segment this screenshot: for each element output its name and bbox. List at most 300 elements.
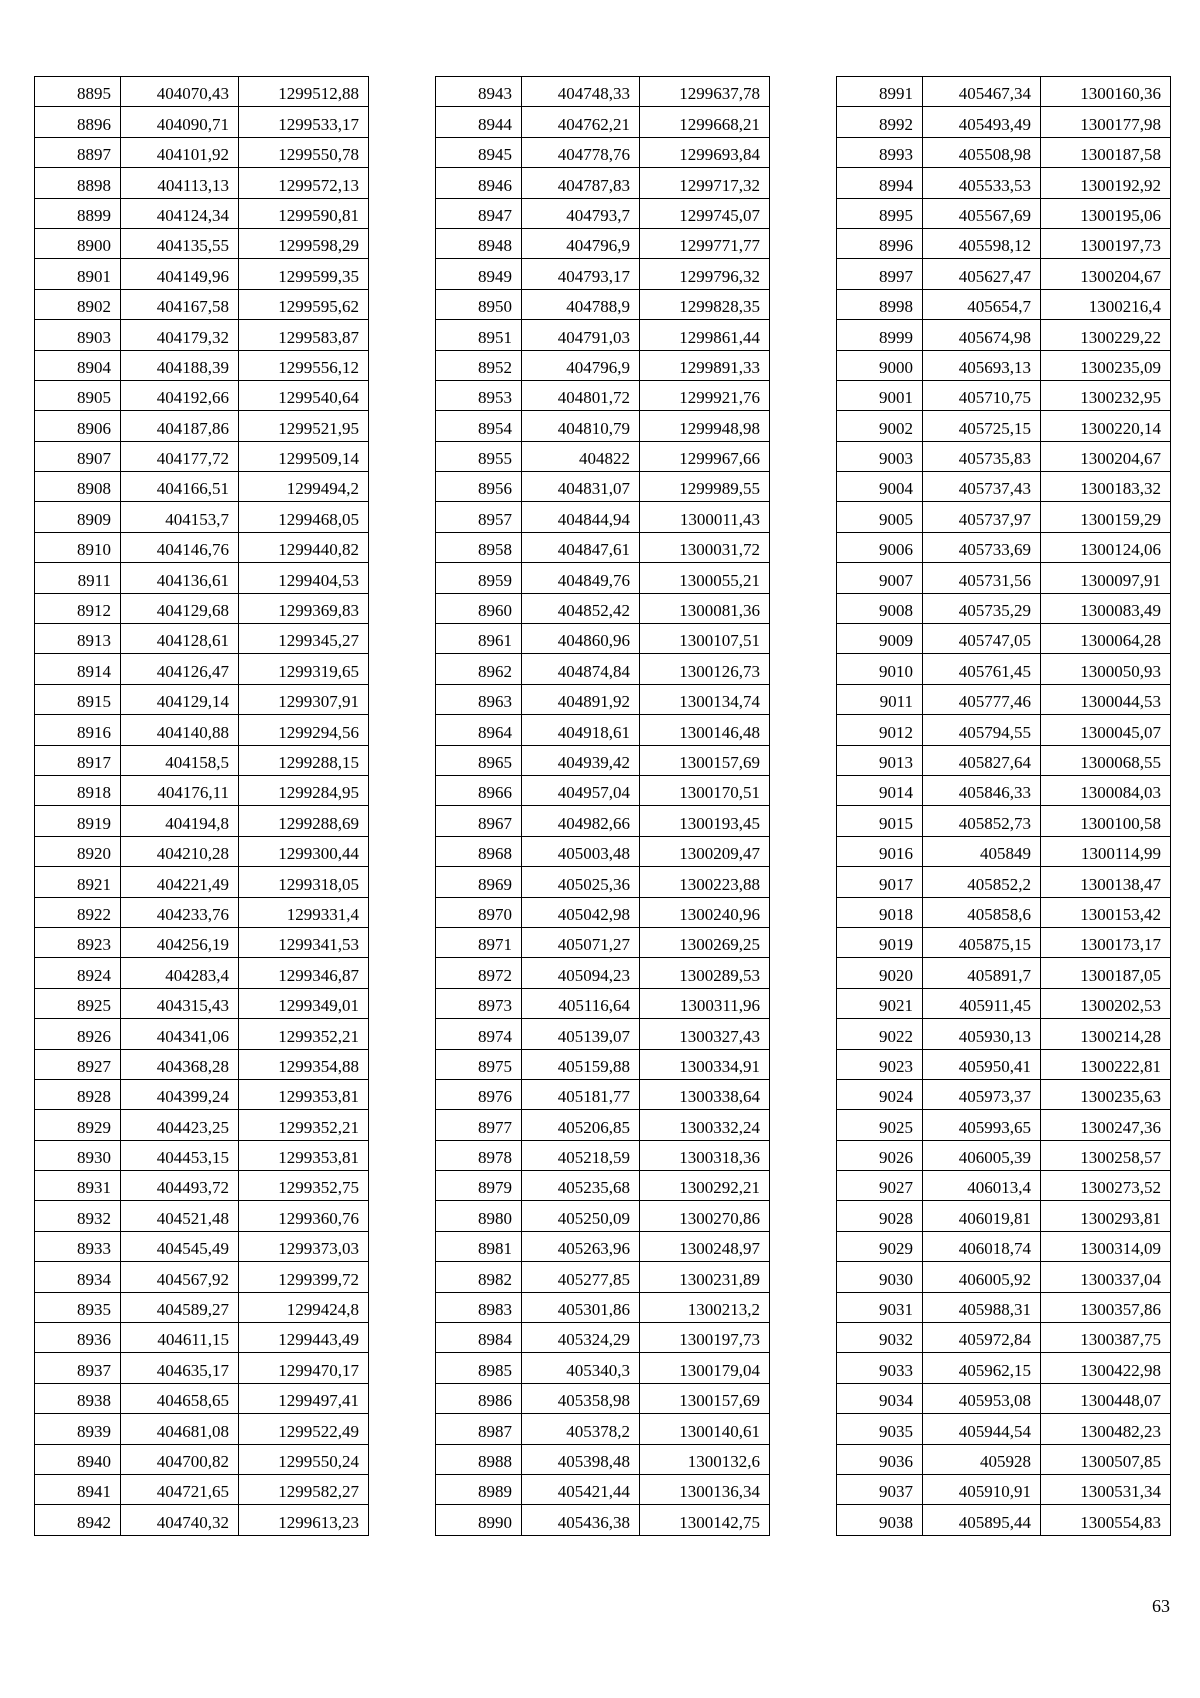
point-number-cell: 9035 <box>837 1414 923 1444</box>
point-number-cell: 8905 <box>35 380 121 410</box>
table-row <box>837 958 1171 988</box>
x-coordinate-cell: 405042,98 <box>522 897 640 927</box>
point-number-cell: 8927 <box>35 1049 121 1079</box>
table-row <box>35 684 369 714</box>
point-number-cell: 9013 <box>837 745 923 775</box>
table-row <box>837 320 1171 350</box>
x-coordinate-cell: 405858,6 <box>923 897 1041 927</box>
point-number-cell: 8949 <box>436 259 522 289</box>
point-number-cell: 9012 <box>837 715 923 745</box>
table-row <box>35 228 369 258</box>
table-row <box>35 411 369 441</box>
y-coordinate-cell: 1300222,81 <box>1041 1049 1171 1079</box>
table-row <box>837 1049 1171 1079</box>
y-coordinate-cell: 1300269,25 <box>640 927 770 957</box>
y-coordinate-cell: 1299921,76 <box>640 380 770 410</box>
coordinate-table-1 <box>34 76 369 1536</box>
x-coordinate-cell: 405733,69 <box>923 532 1041 562</box>
x-coordinate-cell: 404844,94 <box>522 502 640 532</box>
y-coordinate-cell: 1300187,05 <box>1041 958 1171 988</box>
point-number-cell: 8984 <box>436 1323 522 1353</box>
table-row <box>837 775 1171 805</box>
table-row <box>837 624 1171 654</box>
x-coordinate-cell: 404128,61 <box>121 624 239 654</box>
x-coordinate-cell: 404210,28 <box>121 836 239 866</box>
x-coordinate-cell: 405421,44 <box>522 1474 640 1504</box>
table-row <box>35 867 369 897</box>
point-number-cell: 8973 <box>436 988 522 1018</box>
x-coordinate-cell: 405928 <box>923 1444 1041 1474</box>
x-coordinate-cell: 405761,45 <box>923 654 1041 684</box>
x-coordinate-cell: 404194,8 <box>121 806 239 836</box>
table-row <box>436 1353 770 1383</box>
x-coordinate-cell: 404493,72 <box>121 1171 239 1201</box>
x-coordinate-cell: 404791,03 <box>522 320 640 350</box>
table-row <box>436 624 770 654</box>
point-number-cell: 8983 <box>436 1292 522 1322</box>
x-coordinate-cell: 404748,33 <box>522 77 640 107</box>
x-coordinate-cell: 405993,65 <box>923 1110 1041 1140</box>
y-coordinate-cell: 1300084,03 <box>1041 775 1171 805</box>
table-row <box>837 654 1171 684</box>
table-row <box>837 137 1171 167</box>
y-coordinate-cell: 1299598,29 <box>239 228 369 258</box>
point-number-cell: 9003 <box>837 441 923 471</box>
x-coordinate-cell: 404070,43 <box>121 77 239 107</box>
point-number-cell: 8915 <box>35 684 121 714</box>
table-row <box>436 867 770 897</box>
y-coordinate-cell: 1299494,2 <box>239 472 369 502</box>
y-coordinate-cell: 1300235,63 <box>1041 1079 1171 1109</box>
y-coordinate-cell: 1299717,32 <box>640 168 770 198</box>
x-coordinate-cell: 405950,41 <box>923 1049 1041 1079</box>
x-coordinate-cell: 405735,83 <box>923 441 1041 471</box>
point-number-cell: 9005 <box>837 502 923 532</box>
table-row <box>35 1292 369 1322</box>
point-number-cell: 9026 <box>837 1140 923 1170</box>
table-row <box>35 1444 369 1474</box>
x-coordinate-cell: 405973,37 <box>923 1079 1041 1109</box>
point-number-cell: 8919 <box>35 806 121 836</box>
table-row <box>837 411 1171 441</box>
y-coordinate-cell: 1300289,53 <box>640 958 770 988</box>
point-number-cell: 8936 <box>35 1323 121 1353</box>
point-number-cell: 8953 <box>436 380 522 410</box>
y-coordinate-cell: 1300138,47 <box>1041 867 1171 897</box>
table-row <box>436 137 770 167</box>
y-coordinate-cell: 1300531,34 <box>1041 1474 1171 1504</box>
x-coordinate-cell: 404611,15 <box>121 1323 239 1353</box>
x-coordinate-cell: 405094,23 <box>522 958 640 988</box>
point-number-cell: 8964 <box>436 715 522 745</box>
x-coordinate-cell: 405250,09 <box>522 1201 640 1231</box>
y-coordinate-cell: 1300045,07 <box>1041 715 1171 745</box>
x-coordinate-cell: 405340,3 <box>522 1353 640 1383</box>
point-number-cell: 8989 <box>436 1474 522 1504</box>
point-number-cell: 9033 <box>837 1353 923 1383</box>
y-coordinate-cell: 1300554,83 <box>1041 1505 1171 1535</box>
y-coordinate-cell: 1300293,81 <box>1041 1201 1171 1231</box>
table-row <box>837 1414 1171 1444</box>
x-coordinate-cell: 405777,46 <box>923 684 1041 714</box>
point-number-cell: 8954 <box>436 411 522 441</box>
point-number-cell: 8974 <box>436 1019 522 1049</box>
x-coordinate-cell: 404192,66 <box>121 380 239 410</box>
point-number-cell: 8946 <box>436 168 522 198</box>
x-coordinate-cell: 405467,34 <box>923 77 1041 107</box>
table-row <box>35 593 369 623</box>
table-row <box>35 745 369 775</box>
x-coordinate-cell: 405737,43 <box>923 472 1041 502</box>
y-coordinate-cell: 1299693,84 <box>640 137 770 167</box>
point-number-cell: 9011 <box>837 684 923 714</box>
x-coordinate-cell: 405139,07 <box>522 1019 640 1049</box>
point-number-cell: 8903 <box>35 320 121 350</box>
y-coordinate-cell: 1300235,09 <box>1041 350 1171 380</box>
point-number-cell: 8978 <box>436 1140 522 1170</box>
table-row <box>837 563 1171 593</box>
y-coordinate-cell: 1299550,24 <box>239 1444 369 1474</box>
x-coordinate-cell: 405025,36 <box>522 867 640 897</box>
x-coordinate-cell: 404567,92 <box>121 1262 239 1292</box>
point-number-cell: 8921 <box>35 867 121 897</box>
point-number-cell: 8977 <box>436 1110 522 1140</box>
point-number-cell: 8941 <box>35 1474 121 1504</box>
y-coordinate-cell: 1300258,57 <box>1041 1140 1171 1170</box>
table-row <box>436 988 770 1018</box>
y-coordinate-cell: 1299294,56 <box>239 715 369 745</box>
x-coordinate-cell: 404796,9 <box>522 228 640 258</box>
x-coordinate-cell: 406019,81 <box>923 1201 1041 1231</box>
point-number-cell: 9014 <box>837 775 923 805</box>
point-number-cell: 8992 <box>837 107 923 137</box>
table-row <box>436 1140 770 1170</box>
x-coordinate-cell: 404135,55 <box>121 228 239 258</box>
y-coordinate-cell: 1300197,73 <box>640 1323 770 1353</box>
y-coordinate-cell: 1299533,17 <box>239 107 369 137</box>
table-row <box>436 806 770 836</box>
table-row <box>837 472 1171 502</box>
x-coordinate-cell: 404166,51 <box>121 472 239 502</box>
y-coordinate-cell: 1299512,88 <box>239 77 369 107</box>
y-coordinate-cell: 1300270,86 <box>640 1201 770 1231</box>
x-coordinate-cell: 405944,54 <box>923 1414 1041 1444</box>
table-row <box>35 897 369 927</box>
point-number-cell: 8896 <box>35 107 121 137</box>
point-number-cell: 8948 <box>436 228 522 258</box>
point-number-cell: 8997 <box>837 259 923 289</box>
point-number-cell: 8907 <box>35 441 121 471</box>
y-coordinate-cell: 1300337,04 <box>1041 1262 1171 1292</box>
table-row <box>436 532 770 562</box>
point-number-cell: 8986 <box>436 1383 522 1413</box>
x-coordinate-cell: 405181,77 <box>522 1079 640 1109</box>
point-number-cell: 8937 <box>35 1353 121 1383</box>
table-row <box>837 684 1171 714</box>
y-coordinate-cell: 1300292,21 <box>640 1171 770 1201</box>
point-number-cell: 8960 <box>436 593 522 623</box>
y-coordinate-cell: 1299399,72 <box>239 1262 369 1292</box>
point-number-cell: 8911 <box>35 563 121 593</box>
table-row <box>436 1019 770 1049</box>
x-coordinate-cell: 404101,92 <box>121 137 239 167</box>
table-row <box>35 1505 369 1535</box>
x-coordinate-cell: 404860,96 <box>522 624 640 654</box>
y-coordinate-cell: 1300422,98 <box>1041 1353 1171 1383</box>
table-row <box>35 1140 369 1170</box>
point-number-cell: 9019 <box>837 927 923 957</box>
point-number-cell: 9038 <box>837 1505 923 1535</box>
y-coordinate-cell: 1300332,24 <box>640 1110 770 1140</box>
x-coordinate-cell: 404957,04 <box>522 775 640 805</box>
y-coordinate-cell: 1300173,17 <box>1041 927 1171 957</box>
x-coordinate-cell: 405324,29 <box>522 1323 640 1353</box>
point-number-cell: 8926 <box>35 1019 121 1049</box>
y-coordinate-cell: 1299424,8 <box>239 1292 369 1322</box>
table-row <box>436 289 770 319</box>
table-row <box>35 1414 369 1444</box>
point-number-cell: 9006 <box>837 532 923 562</box>
x-coordinate-cell: 404221,49 <box>121 867 239 897</box>
y-coordinate-cell: 1300183,32 <box>1041 472 1171 502</box>
x-coordinate-cell: 404124,34 <box>121 198 239 228</box>
y-coordinate-cell: 1300081,36 <box>640 593 770 623</box>
point-number-cell: 8967 <box>436 806 522 836</box>
y-coordinate-cell: 1299307,91 <box>239 684 369 714</box>
point-number-cell: 8969 <box>436 867 522 897</box>
x-coordinate-cell: 405849 <box>923 836 1041 866</box>
y-coordinate-cell: 1300193,45 <box>640 806 770 836</box>
point-number-cell: 8917 <box>35 745 121 775</box>
table-row <box>837 1019 1171 1049</box>
x-coordinate-cell: 404187,86 <box>121 411 239 441</box>
x-coordinate-cell: 404700,82 <box>121 1444 239 1474</box>
x-coordinate-cell: 405654,7 <box>923 289 1041 319</box>
table-row <box>837 867 1171 897</box>
y-coordinate-cell: 1299353,81 <box>239 1140 369 1170</box>
point-number-cell: 8994 <box>837 168 923 198</box>
y-coordinate-cell: 1299540,64 <box>239 380 369 410</box>
y-coordinate-cell: 1299599,35 <box>239 259 369 289</box>
point-number-cell: 9017 <box>837 867 923 897</box>
x-coordinate-cell: 405533,53 <box>923 168 1041 198</box>
x-coordinate-cell: 405674,98 <box>923 320 1041 350</box>
table-row <box>35 1231 369 1261</box>
point-number-cell: 8929 <box>35 1110 121 1140</box>
y-coordinate-cell: 1300050,93 <box>1041 654 1171 684</box>
point-number-cell: 9037 <box>837 1474 923 1504</box>
table-row <box>35 168 369 198</box>
table-row <box>436 380 770 410</box>
point-number-cell: 8914 <box>35 654 121 684</box>
point-number-cell: 9007 <box>837 563 923 593</box>
point-number-cell: 9015 <box>837 806 923 836</box>
table-row <box>837 1323 1171 1353</box>
table-row <box>35 77 369 107</box>
x-coordinate-cell: 405930,13 <box>923 1019 1041 1049</box>
table-row <box>35 775 369 805</box>
x-coordinate-cell: 405358,98 <box>522 1383 640 1413</box>
y-coordinate-cell: 1300055,21 <box>640 563 770 593</box>
x-coordinate-cell: 404849,76 <box>522 563 640 593</box>
table-row <box>436 1171 770 1201</box>
table-row <box>837 988 1171 1018</box>
y-coordinate-cell: 1300132,6 <box>640 1444 770 1474</box>
point-number-cell: 8931 <box>35 1171 121 1201</box>
x-coordinate-cell: 404368,28 <box>121 1049 239 1079</box>
point-number-cell: 9021 <box>837 988 923 1018</box>
table-row <box>35 380 369 410</box>
y-coordinate-cell: 1300204,67 <box>1041 259 1171 289</box>
point-number-cell: 8985 <box>436 1353 522 1383</box>
point-number-cell: 8951 <box>436 320 522 350</box>
y-coordinate-cell: 1299595,62 <box>239 289 369 319</box>
point-number-cell: 8944 <box>436 107 522 137</box>
point-number-cell: 8932 <box>35 1201 121 1231</box>
point-number-cell: 9024 <box>837 1079 923 1109</box>
x-coordinate-cell: 405436,38 <box>522 1505 640 1535</box>
x-coordinate-cell: 404153,7 <box>121 502 239 532</box>
x-coordinate-cell: 406005,92 <box>923 1262 1041 1292</box>
point-number-cell: 9036 <box>837 1444 923 1474</box>
y-coordinate-cell: 1299440,82 <box>239 532 369 562</box>
x-coordinate-cell: 406005,39 <box>923 1140 1041 1170</box>
table-row <box>436 1262 770 1292</box>
point-number-cell: 8959 <box>436 563 522 593</box>
y-coordinate-cell: 1300213,2 <box>640 1292 770 1322</box>
point-number-cell: 8940 <box>35 1444 121 1474</box>
x-coordinate-cell: 404762,21 <box>522 107 640 137</box>
point-number-cell: 9030 <box>837 1262 923 1292</box>
y-coordinate-cell: 1300448,07 <box>1041 1383 1171 1413</box>
y-coordinate-cell: 1299796,32 <box>640 259 770 289</box>
y-coordinate-cell: 1299341,53 <box>239 927 369 957</box>
table-row <box>35 502 369 532</box>
y-coordinate-cell: 1299354,88 <box>239 1049 369 1079</box>
y-coordinate-cell: 1299771,77 <box>640 228 770 258</box>
table-row <box>436 1444 770 1474</box>
table-row <box>436 1323 770 1353</box>
y-coordinate-cell: 1300068,55 <box>1041 745 1171 775</box>
table-row <box>436 927 770 957</box>
table-row <box>35 836 369 866</box>
table-row <box>436 563 770 593</box>
y-coordinate-cell: 1299345,27 <box>239 624 369 654</box>
point-number-cell: 9023 <box>837 1049 923 1079</box>
x-coordinate-cell: 404788,9 <box>522 289 640 319</box>
table-row <box>837 1474 1171 1504</box>
point-number-cell: 8979 <box>436 1171 522 1201</box>
point-number-cell: 8939 <box>35 1414 121 1444</box>
y-coordinate-cell: 1300327,43 <box>640 1019 770 1049</box>
x-coordinate-cell: 405159,88 <box>522 1049 640 1079</box>
point-number-cell: 8956 <box>436 472 522 502</box>
table-row <box>436 775 770 805</box>
y-coordinate-cell: 1300314,09 <box>1041 1231 1171 1261</box>
y-coordinate-cell: 1299613,23 <box>239 1505 369 1535</box>
x-coordinate-cell: 405910,91 <box>923 1474 1041 1504</box>
table-row <box>837 836 1171 866</box>
table-row <box>436 472 770 502</box>
x-coordinate-cell: 405891,7 <box>923 958 1041 988</box>
x-coordinate-cell: 404939,42 <box>522 745 640 775</box>
y-coordinate-cell: 1299404,53 <box>239 563 369 593</box>
table-row <box>436 715 770 745</box>
x-coordinate-cell: 404113,13 <box>121 168 239 198</box>
point-number-cell: 9004 <box>837 472 923 502</box>
table-row <box>837 897 1171 927</box>
table-row <box>35 532 369 562</box>
y-coordinate-cell: 1299572,13 <box>239 168 369 198</box>
table-row <box>436 1201 770 1231</box>
x-coordinate-cell: 406013,4 <box>923 1171 1041 1201</box>
point-number-cell: 8908 <box>35 472 121 502</box>
point-number-cell: 8913 <box>35 624 121 654</box>
point-number-cell: 8900 <box>35 228 121 258</box>
y-coordinate-cell: 1300229,22 <box>1041 320 1171 350</box>
point-number-cell: 8922 <box>35 897 121 927</box>
point-number-cell: 8950 <box>436 289 522 319</box>
table-row <box>837 1444 1171 1474</box>
x-coordinate-cell: 405378,2 <box>522 1414 640 1444</box>
table-row <box>35 1049 369 1079</box>
point-number-cell: 8962 <box>436 654 522 684</box>
table-row <box>436 745 770 775</box>
table-row <box>35 289 369 319</box>
table-row <box>837 1383 1171 1413</box>
point-number-cell: 8924 <box>35 958 121 988</box>
point-number-cell: 8902 <box>35 289 121 319</box>
point-number-cell: 8952 <box>436 350 522 380</box>
table-row <box>837 1201 1171 1231</box>
table-row <box>436 168 770 198</box>
point-number-cell: 9031 <box>837 1292 923 1322</box>
x-coordinate-cell: 404982,66 <box>522 806 640 836</box>
y-coordinate-cell: 1299318,05 <box>239 867 369 897</box>
point-number-cell: 8923 <box>35 927 121 957</box>
y-coordinate-cell: 1299319,65 <box>239 654 369 684</box>
y-coordinate-cell: 1299468,05 <box>239 502 369 532</box>
table-row <box>35 563 369 593</box>
table-row <box>837 745 1171 775</box>
table-row <box>837 715 1171 745</box>
table-row <box>436 77 770 107</box>
table-row <box>35 1353 369 1383</box>
y-coordinate-cell: 1299352,21 <box>239 1019 369 1049</box>
table-row <box>35 259 369 289</box>
y-coordinate-cell: 1300126,73 <box>640 654 770 684</box>
y-coordinate-cell: 1299989,55 <box>640 472 770 502</box>
y-coordinate-cell: 1300157,69 <box>640 745 770 775</box>
table-row <box>837 441 1171 471</box>
point-number-cell: 9009 <box>837 624 923 654</box>
point-number-cell: 8955 <box>436 441 522 471</box>
table-row <box>436 958 770 988</box>
y-coordinate-cell: 1300011,43 <box>640 502 770 532</box>
x-coordinate-cell: 404256,19 <box>121 927 239 957</box>
table-row <box>837 1353 1171 1383</box>
x-coordinate-cell: 404129,68 <box>121 593 239 623</box>
point-number-cell: 8912 <box>35 593 121 623</box>
table-row <box>436 441 770 471</box>
x-coordinate-cell: 405598,12 <box>923 228 1041 258</box>
x-coordinate-cell: 405875,15 <box>923 927 1041 957</box>
coordinate-table-2 <box>435 76 770 1536</box>
table-row <box>837 228 1171 258</box>
y-coordinate-cell: 1299590,81 <box>239 198 369 228</box>
y-coordinate-cell: 1300187,58 <box>1041 137 1171 167</box>
point-number-cell: 8897 <box>35 137 121 167</box>
